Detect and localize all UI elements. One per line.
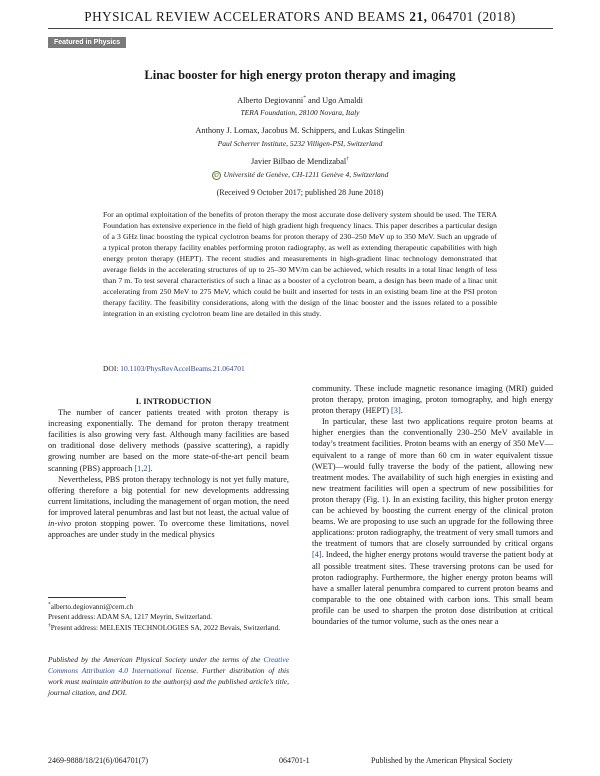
- paragraph-text: ). In an existing facility, this higher proton energy can be achieved by boosting the current energy of the clinical proton beams. We are proposing to use such an upgrade for the following three applications: proton radiography, the treatment of very small tumors and the treatment of tumors that are closely surrounded by critical organs: [312, 494, 554, 549]
- email-link[interactable]: alberto.degiovanni@cern.ch: [50, 602, 134, 611]
- footnote-mark[interactable]: †: [346, 156, 349, 163]
- emphasis: in-vivo: [48, 519, 72, 529]
- abstract-text: For an optimal exploitation of the benefits of proton therapy the most accurate dose delivery system should be used. The TERA Foundation has extensive experience in the field of high gradient high frequency linacs. This paper describes a particular design of a 3 GHz linac boosting the typical cyclotron beams for proton therapy of 230–250 MeV up to 350 MeV. Such an upgrade of a typical proton therapy facility enables performing proton radiography, as well as extending therapeutic capabilities with high energy proton therapy (HEPT). The recent studies and measurements in high-gradient linac technology demonstrated that average fields in the accelerating structures of up to 25–30 MV/m can be achieved, which results in a total linac length of less than 7 m. To test several characteristics of such a linac as a booster of a cyclotron beam, a design has been made of a linac unit accelerating from 250 MeV to 275 MeV, which could be built and inserted for tests in an existing beam line at the PSI proton therapy facility. The feasibility considerations, along with the design of the linac booster and the issues related to a possible integration in an existing cyclotron beam line are detailed in this study.: [103, 210, 497, 318]
- author-name[interactable]: Alberto Degiovanni: [237, 96, 304, 105]
- footnote-mark: †: [48, 622, 51, 629]
- journal-volume: 21,: [409, 9, 428, 24]
- doi-line: [103, 364, 245, 373]
- paragraph-text: In particular, these last two applications require proton beams at higher energies than the conventionally 230–250 MeV available in today’s treatment facilities. Proton beams with an energy of 350 MeV—equivalent to a range of more than 60 cm in water equivalent tissue (WET)—would fully traverse the body of the patient, allowing new treatment modes. The availability of such high energies in existing and new treatment facilities will open a spectrum of new possibilities for proton therapy (Fig.: [312, 417, 553, 504]
- doi-link[interactable]: 10.1103/PhysRevAccelBeams.21.064701: [120, 364, 245, 373]
- footer-page: 064701-1: [279, 756, 310, 765]
- footer-publisher: Published by the American Physical Society: [371, 756, 513, 765]
- footnote-text: Present address: MELEXIS TECHNOLOGIES SA, 2022 Bevais, Switzerland.: [50, 623, 281, 632]
- affiliation-3: [0, 170, 600, 180]
- paragraph: The number of cancer patients treated with proton therapy is increasing exponentially. The demand for proton therapy treatment facilities is also growing very fast. Although many facilities are based on traditional dose delivery methods (passive scattering), a rapidly growing number are based on the more state-of-the-art pencil beam scanning (PBS) approach [1,2].: [48, 408, 289, 473]
- affiliation-2: Paul Scherrer Institute, 5232 Villigen-PSI, Switzerland: [217, 139, 383, 148]
- author-name: and Ugo Amaldi: [305, 96, 363, 105]
- featured-badge[interactable]: Featured in Physics: [48, 37, 126, 48]
- header-rule: [48, 28, 553, 29]
- license-text: Published by the American Physical Society under the terms of the: [48, 655, 264, 664]
- paragraph: community. These include magnetic resonance imaging (MRI) guided proton therapy, proton imaging, proton tomography, and high energy proton therapy (HEPT) [3].: [312, 384, 553, 416]
- author-line-3: [0, 157, 600, 166]
- author-name[interactable]: Javier Bilbao de Mendizabal: [251, 157, 347, 166]
- citation-link[interactable]: [1,2]: [134, 463, 151, 473]
- footnote-mark[interactable]: *: [303, 95, 306, 102]
- article-number: 064701 (2018): [431, 9, 516, 24]
- paragraph: [312, 416, 553, 627]
- paragraph-text: The number of cancer patients treated with proton therapy is increasing exponentially. The demand for proton therapy treatment facilities is also growing very fast. Although many facilities are based on traditional dose delivery methods (passive scattering), a rapidly growing number are based on the more state-of-the-art pencil beam scanning (PBS) approach: [48, 408, 289, 473]
- paragraph-text: Nevertheless, PBS proton therapy technology is not yet fully mature, offering therefore a big potential for new developments addressing current limitations, including the management of organ motion, the need for improved lateral penumbras and last but not least, the actual value of: [48, 474, 289, 517]
- affiliation-1: TERA Foundation, 28100 Novara, Italy: [240, 108, 360, 117]
- figure-link[interactable]: 1: [381, 494, 386, 504]
- received-dates: (Received 9 October 2017; published 28 June 2018): [216, 188, 384, 197]
- footnote-email: [48, 602, 289, 613]
- license-link[interactable]: Creative Commons Attribution 4.0 International: [48, 655, 289, 675]
- footnote-mark: *: [48, 601, 51, 608]
- journal-header: [0, 9, 600, 25]
- footnote-rule: [48, 597, 126, 598]
- left-column: [48, 396, 289, 540]
- license-statement: [48, 655, 289, 699]
- doi-label: DOI:: [103, 364, 121, 373]
- abstract: [103, 209, 497, 319]
- citation-link[interactable]: [3]: [391, 406, 401, 416]
- orcid-icon[interactable]: iD: [213, 172, 219, 179]
- author-line-2: Anthony J. Lomax, Jacobus M. Schippers, and Lukas Stingelin: [195, 126, 405, 135]
- affiliation-text: Université de Genève, CH-1211 Genève 4, Switzerland: [223, 170, 389, 179]
- article-title: Linac booster for high energy proton therapy and imaging: [144, 68, 456, 82]
- paragraph-text: proton stopping power. To overcome these limitations, novel approaches are under study in the medical physics: [48, 519, 289, 540]
- section-heading: I. INTRODUCTION: [135, 396, 212, 406]
- paragraph-text: community. These include magnetic resonance imaging (MRI) guided proton therapy, proton imaging, proton tomography, and high energy proton therapy (HEPT): [312, 384, 553, 416]
- footnote-address-2: [48, 623, 289, 634]
- right-column: [312, 383, 553, 627]
- paragraph-text: . Indeed, the higher energy protons would traverse the patient body at all possible treatment sites. These traversing protons can be used for proton radiography. Furthermore, the higher energy proton beams will have a smaller lateral penumbra compared to current proton beams and comparable to the one obtained with carbon ions. This small beam profile can be used to sharpen the proton dose distribution at critical boundaries of the tumor volume, such as the ones near a: [312, 550, 553, 626]
- license-text: license. Further distribution of this work must maintain attribution to the author(s) and the published article’s title, journal citation, and DOI.: [48, 665, 289, 697]
- author-line-1: [0, 96, 600, 105]
- journal-name: PHYSICAL REVIEW ACCELERATORS AND BEAMS: [84, 9, 406, 24]
- paragraph: [48, 474, 289, 541]
- citation-link[interactable]: [4]: [312, 550, 322, 560]
- footer-issn: 2469-9888/18/21(6)/064701(7): [48, 756, 148, 765]
- footnote-address-1: Present address: ADAM SA, 1217 Meyrin, Switzerland.: [48, 612, 212, 621]
